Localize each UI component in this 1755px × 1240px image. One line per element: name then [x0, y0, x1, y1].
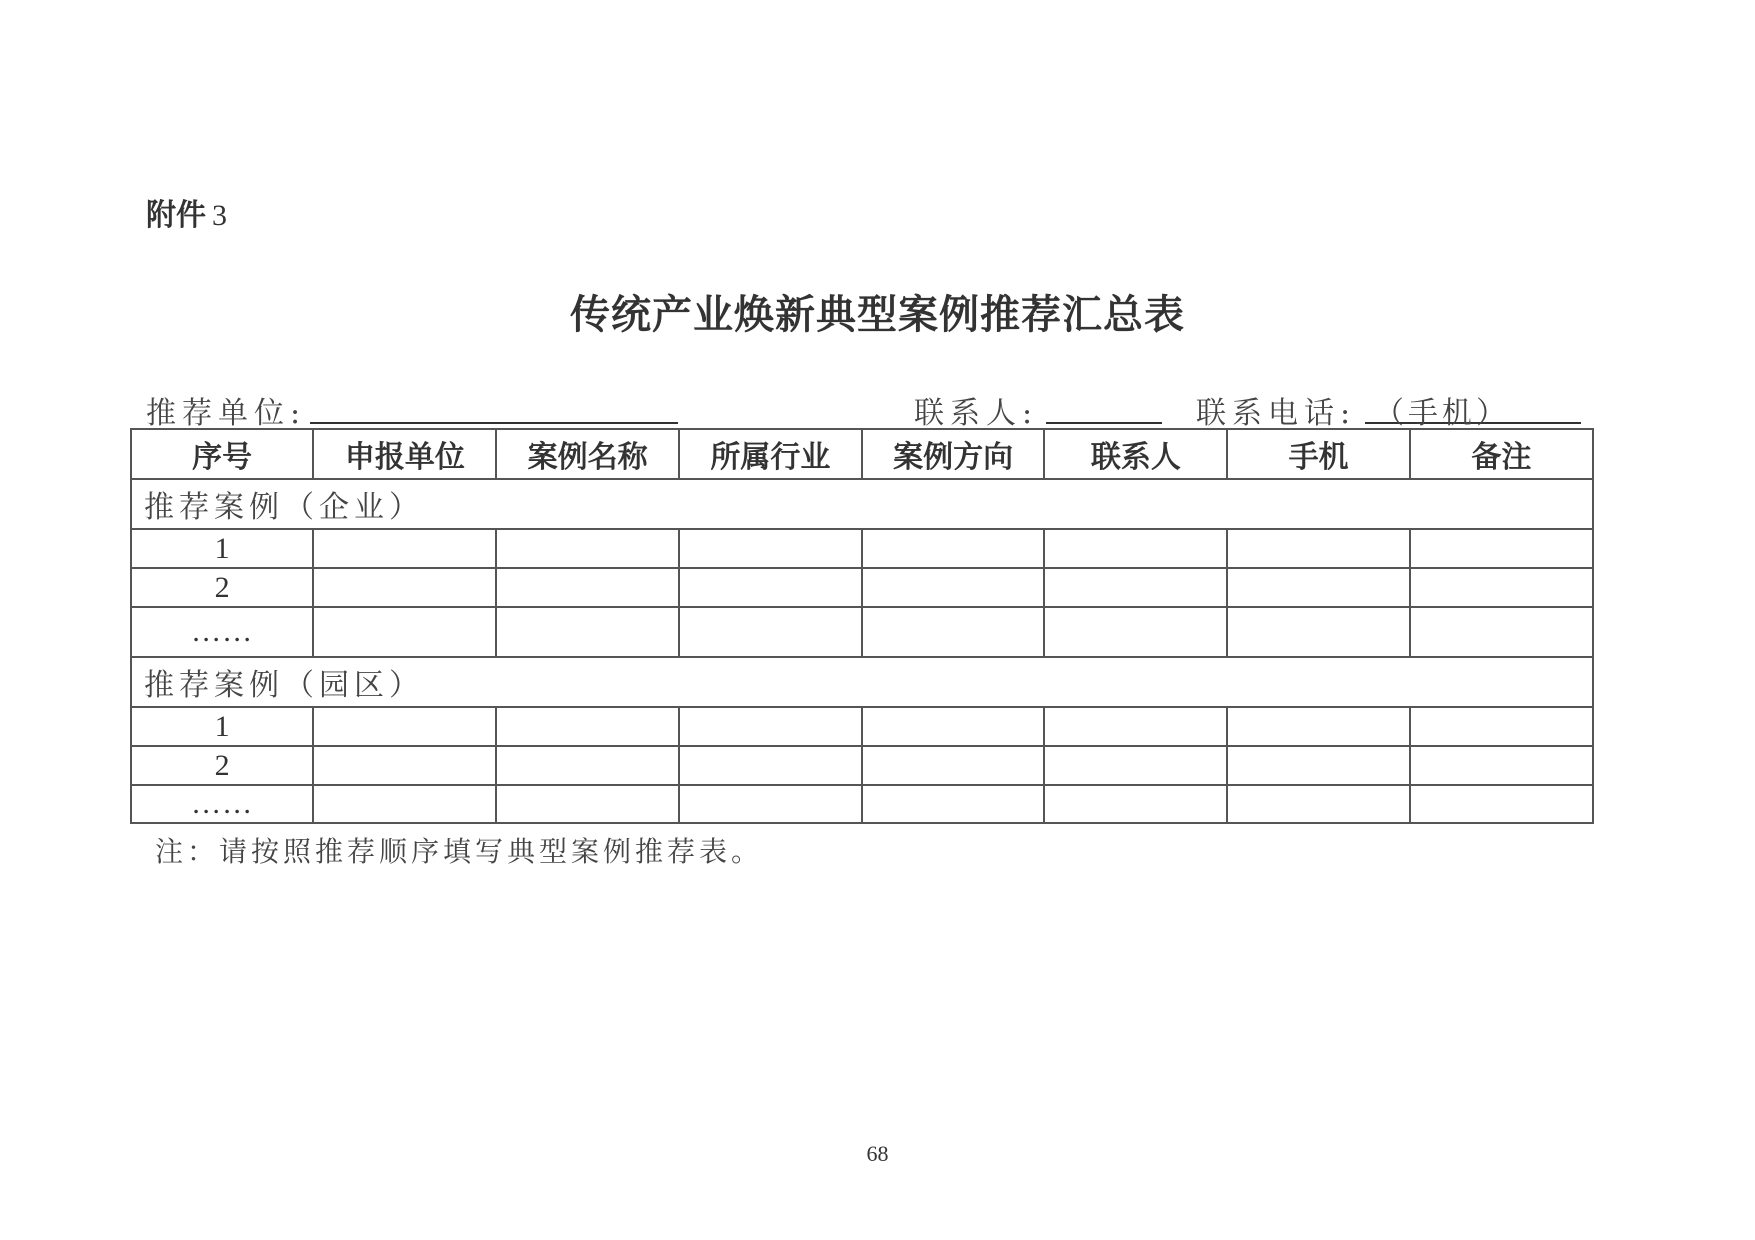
row-seq: 2 — [131, 746, 313, 785]
row-seq: 2 — [131, 568, 313, 607]
table-cell[interactable] — [496, 746, 678, 785]
table-cell[interactable] — [1044, 529, 1227, 568]
row-seq: 1 — [131, 529, 313, 568]
table-cell[interactable] — [1227, 746, 1409, 785]
section-row-park — [131, 657, 1593, 707]
unit-field-line[interactable] — [310, 422, 678, 424]
page-number: 68 — [866, 1141, 889, 1166]
footnote: 注：请按照推荐顺序填写典型案例推荐表。 — [155, 835, 764, 868]
table-cell[interactable] — [862, 607, 1044, 657]
col-header-remarks: 备注 — [1410, 429, 1593, 479]
table-cell[interactable] — [1227, 785, 1409, 823]
table-row — [131, 529, 1593, 568]
col-header-industry: 所属行业 — [679, 429, 862, 479]
table-cell[interactable] — [1410, 529, 1593, 568]
row-seq: 1 — [131, 707, 313, 746]
table-cell[interactable] — [679, 746, 862, 785]
header-row — [131, 429, 1593, 479]
table-cell[interactable] — [679, 785, 862, 823]
table-cell[interactable] — [313, 529, 496, 568]
table-cell[interactable] — [1044, 607, 1227, 657]
table-cell[interactable] — [679, 607, 862, 657]
table-cell[interactable] — [1410, 707, 1593, 746]
table-cell[interactable] — [313, 746, 496, 785]
row-seq: …… — [131, 785, 313, 823]
table-cell[interactable] — [862, 746, 1044, 785]
table-cell[interactable] — [1044, 568, 1227, 607]
col-header-case-name: 案例名称 — [496, 429, 678, 479]
col-header-seq: 序号 — [131, 429, 313, 479]
table-row — [131, 785, 1593, 823]
table-cell[interactable] — [1227, 529, 1409, 568]
table-cell[interactable] — [496, 568, 678, 607]
col-header-direction: 案例方向 — [862, 429, 1044, 479]
table-cell[interactable] — [1044, 746, 1227, 785]
attachment-label: 附件 3 — [146, 198, 227, 233]
table-cell[interactable] — [1410, 607, 1593, 657]
table-cell[interactable] — [313, 785, 496, 823]
phone-label: 联系电话: — [1196, 396, 1357, 431]
table-cell[interactable] — [1410, 568, 1593, 607]
section-row-enterprise — [131, 479, 1593, 529]
row-seq: …… — [131, 607, 313, 657]
table-cell[interactable] — [313, 607, 496, 657]
table-cell[interactable] — [862, 529, 1044, 568]
table-cell[interactable] — [496, 785, 678, 823]
table-cell[interactable] — [1410, 785, 1593, 823]
section-label: 推荐案例（企业） — [131, 479, 1593, 529]
table-cell[interactable] — [862, 568, 1044, 607]
table-row — [131, 707, 1593, 746]
table-cell[interactable] — [862, 785, 1044, 823]
table-cell[interactable] — [679, 568, 862, 607]
contact-label: 联系人: — [914, 396, 1039, 431]
table-cell[interactable] — [1044, 785, 1227, 823]
table-cell[interactable] — [313, 568, 496, 607]
unit-label: 推荐单位: — [146, 396, 307, 431]
phone-hint: （手机） — [1374, 396, 1510, 431]
table-cell[interactable] — [1044, 707, 1227, 746]
table-cell[interactable] — [679, 529, 862, 568]
page-title: 传统产业焕新典型案例推荐汇总表 — [570, 291, 1185, 338]
table-cell[interactable] — [1227, 568, 1409, 607]
table-row — [131, 746, 1593, 785]
table-cell[interactable] — [496, 607, 678, 657]
table-cell[interactable] — [313, 707, 496, 746]
table-cell[interactable] — [679, 707, 862, 746]
table-cell[interactable] — [1410, 746, 1593, 785]
section-label: 推荐案例（园区） — [131, 657, 1593, 707]
summary-table — [130, 428, 1594, 824]
col-header-contact: 联系人 — [1044, 429, 1227, 479]
table-cell[interactable] — [496, 529, 678, 568]
col-header-unit: 申报单位 — [313, 429, 496, 479]
contact-field-line[interactable] — [1046, 422, 1162, 424]
info-row — [146, 388, 1586, 431]
table-cell[interactable] — [1227, 707, 1409, 746]
col-header-phone: 手机 — [1227, 429, 1409, 479]
table-cell[interactable] — [862, 707, 1044, 746]
table-cell[interactable] — [496, 707, 678, 746]
attachment-number: 3 — [212, 199, 227, 232]
table-row — [131, 607, 1593, 657]
table-cell[interactable] — [1227, 607, 1409, 657]
table-row — [131, 568, 1593, 607]
